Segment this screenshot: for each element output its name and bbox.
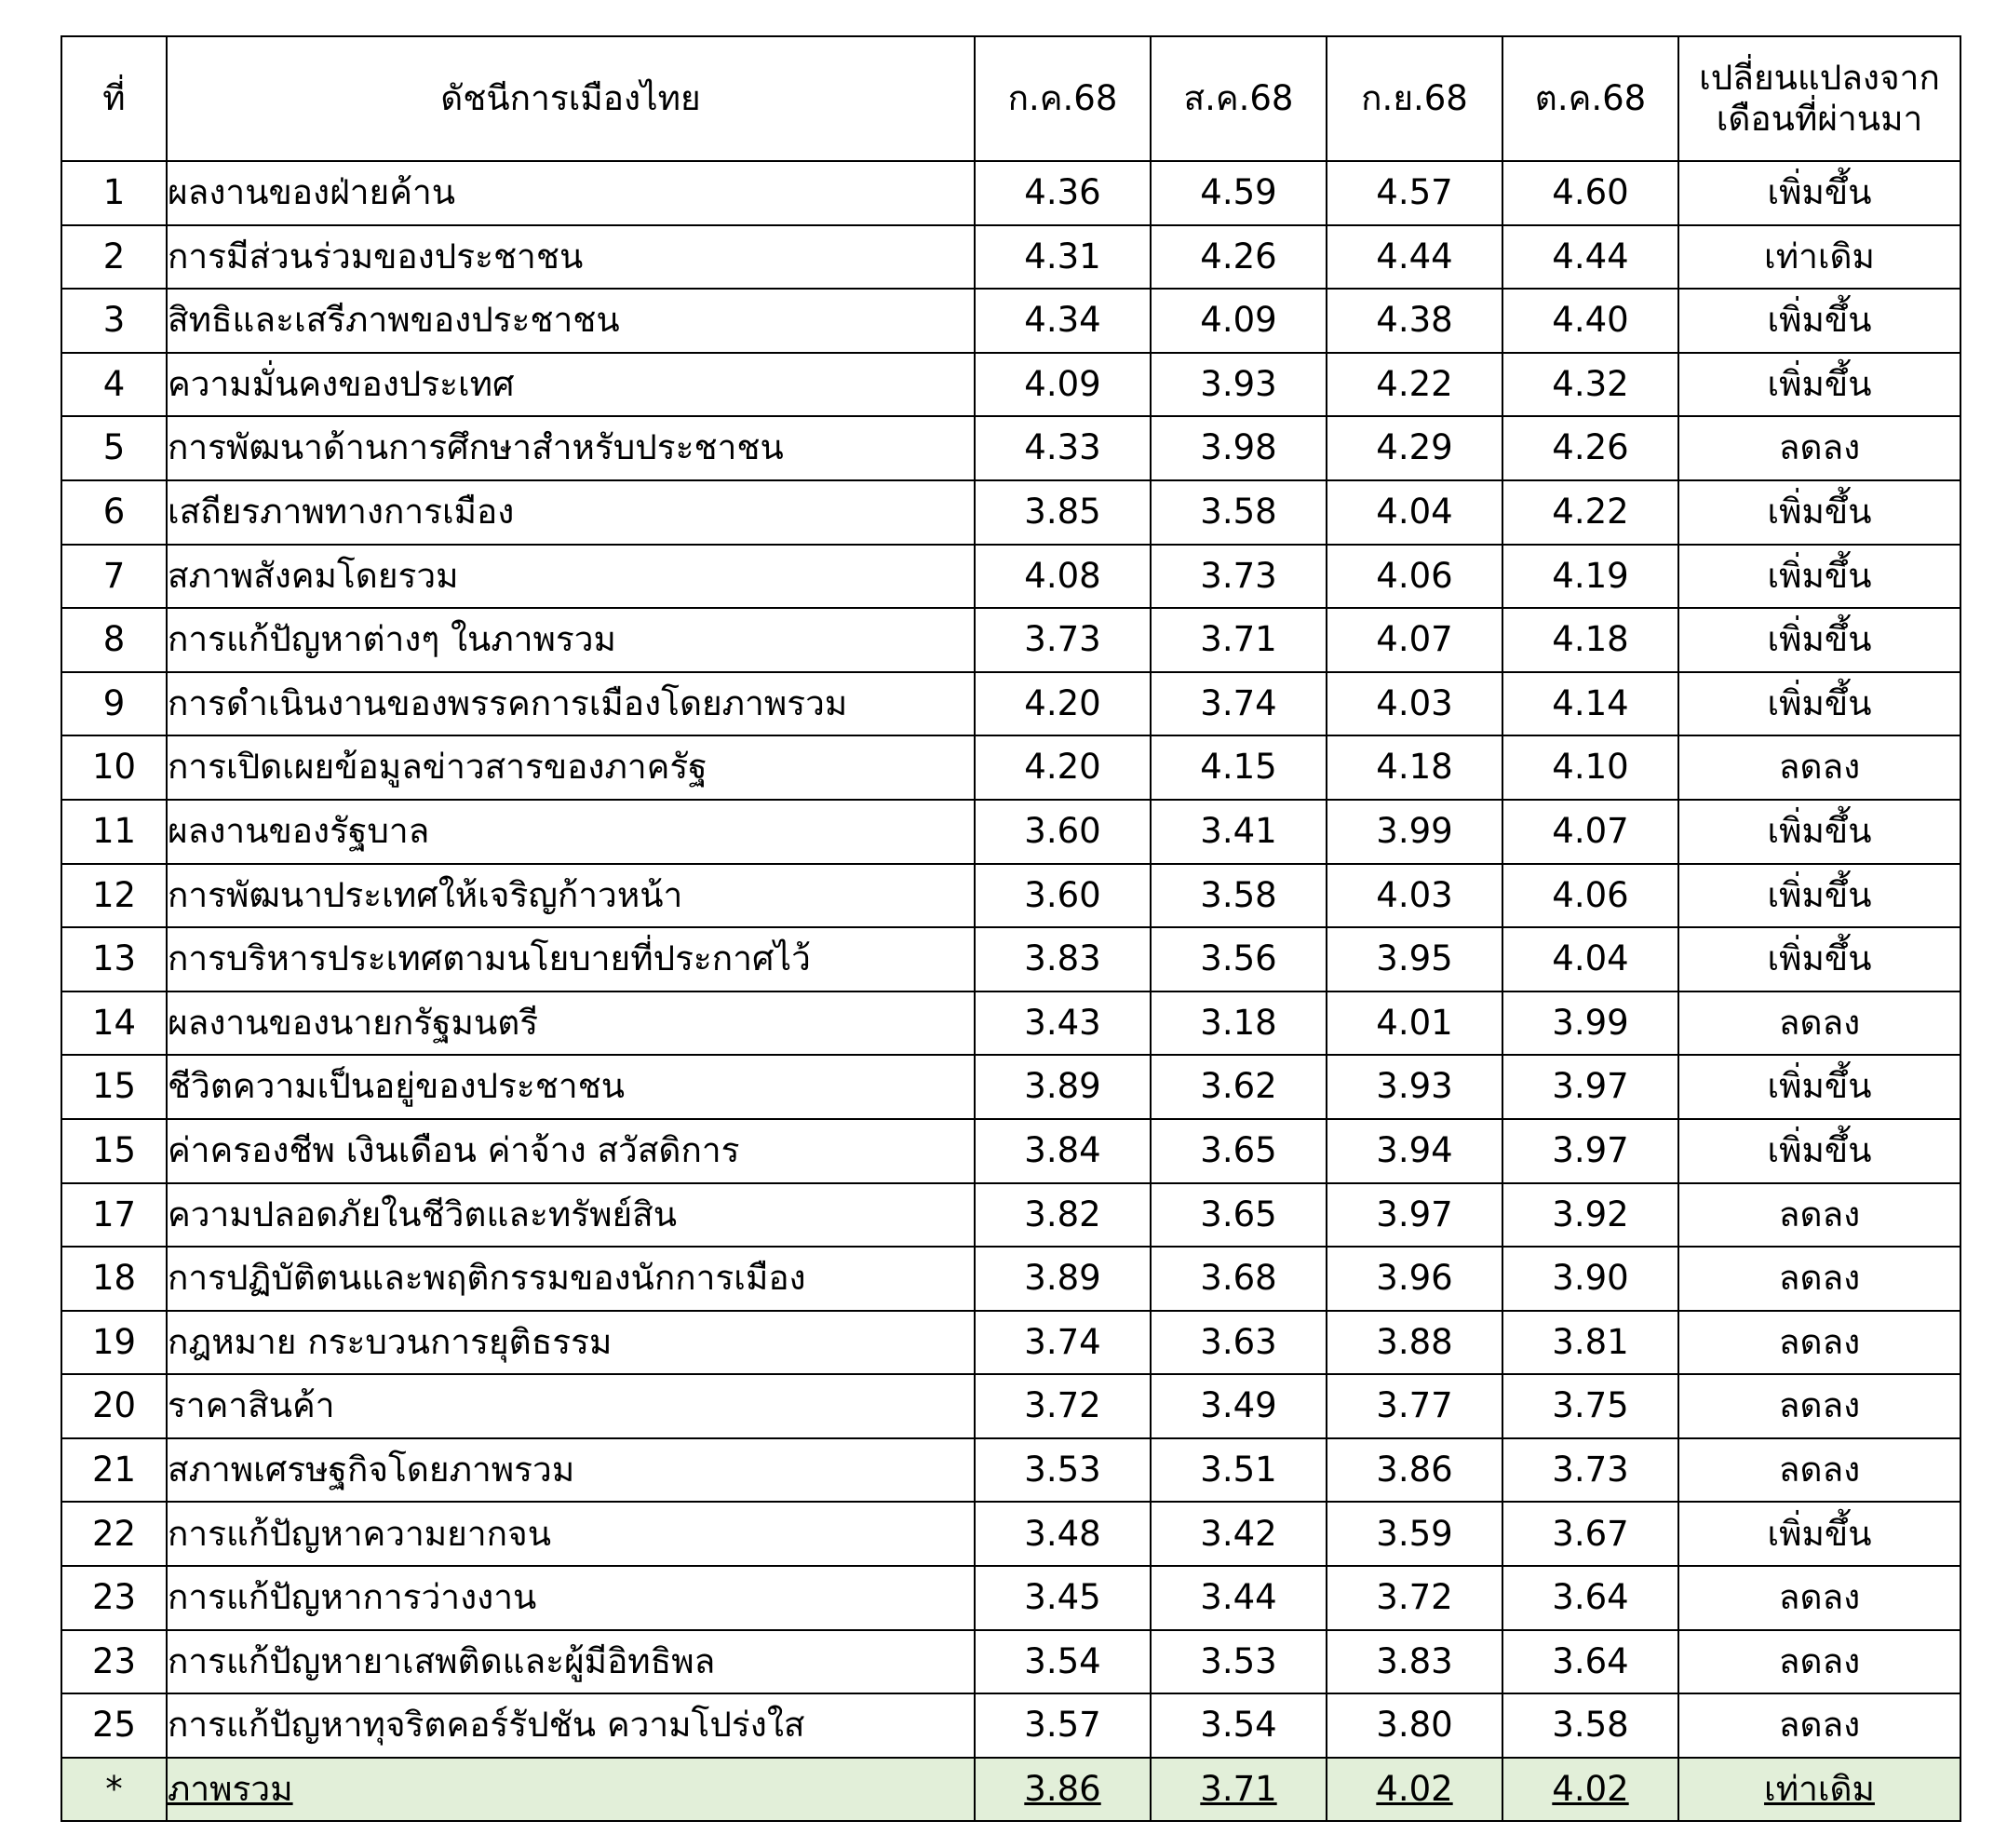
header-row xyxy=(61,36,1960,161)
row-month-3-value: 4.04 xyxy=(1327,480,1502,545)
table-row xyxy=(61,1183,1960,1248)
row-index-name: การเปิดเผยข้อมูลข่าวสารของภาครัฐ xyxy=(167,735,975,800)
row-month-2-value: 3.54 xyxy=(1151,1693,1327,1758)
table-header xyxy=(61,36,1960,161)
table-row xyxy=(61,353,1960,417)
row-month-2-value: 3.53 xyxy=(1151,1630,1327,1694)
row-change: เพิ่มขึ้น xyxy=(1678,1502,1960,1566)
row-month-2-value: 3.74 xyxy=(1151,672,1327,736)
row-month-3-value: 3.96 xyxy=(1327,1247,1502,1311)
row-no: 18 xyxy=(61,1247,167,1311)
row-change: ลดลง xyxy=(1678,1183,1960,1248)
row-month-2-value: 3.18 xyxy=(1151,991,1327,1056)
row-month-1-value: 3.83 xyxy=(975,927,1151,991)
row-change: เพิ่มขึ้น xyxy=(1678,480,1960,545)
table-row xyxy=(61,161,1960,225)
row-no: 4 xyxy=(61,353,167,417)
row-month-1-value: 4.09 xyxy=(975,353,1151,417)
row-month-2-value: 4.15 xyxy=(1151,735,1327,800)
row-change: เพิ่มขึ้น xyxy=(1678,927,1960,991)
row-month-4-value: 4.26 xyxy=(1502,416,1678,480)
row-no: 2 xyxy=(61,225,167,290)
summary-name xyxy=(167,1758,975,1821)
table-row xyxy=(61,1119,1960,1183)
row-index-name: กฎหมาย กระบวนการยุติธรรม xyxy=(167,1311,975,1375)
summary-month-4-value: 4.02 xyxy=(1552,1768,1629,1809)
row-month-2-value: 3.98 xyxy=(1151,416,1327,480)
row-index-name: การพัฒนาประเทศให้เจริญก้าวหน้า xyxy=(167,864,975,928)
row-no: 23 xyxy=(61,1630,167,1694)
row-month-4-value: 3.81 xyxy=(1502,1311,1678,1375)
row-no: 14 xyxy=(61,991,167,1056)
row-index-name: การพัฒนาด้านการศึกษาสำหรับประชาชน xyxy=(167,416,975,480)
row-no: 22 xyxy=(61,1502,167,1566)
row-no: 25 xyxy=(61,1693,167,1758)
table-row xyxy=(61,1374,1960,1438)
row-month-1-value: 3.43 xyxy=(975,991,1151,1056)
row-month-4-value: 4.18 xyxy=(1502,608,1678,672)
row-month-4-value: 4.14 xyxy=(1502,672,1678,736)
header-month-4: ต.ค.68 xyxy=(1502,36,1678,161)
row-change: เพิ่มขึ้น xyxy=(1678,1055,1960,1119)
header-change-line-1: เปลี่ยนแปลงจาก xyxy=(1699,57,1940,98)
row-month-2-value: 3.41 xyxy=(1151,800,1327,864)
row-month-2-value: 4.26 xyxy=(1151,225,1327,290)
row-month-1-value: 3.54 xyxy=(975,1630,1151,1694)
summary-no: * xyxy=(61,1758,167,1821)
political-index-table xyxy=(61,35,1961,1822)
summary-change xyxy=(1678,1758,1960,1821)
row-no: 7 xyxy=(61,545,167,609)
row-month-2-value: 3.68 xyxy=(1151,1247,1327,1311)
row-index-name: ผลงานของฝ่ายค้าน xyxy=(167,161,975,225)
row-index-name: สภาพเศรษฐกิจโดยภาพรวม xyxy=(167,1438,975,1503)
row-index-name: การแก้ปัญหาต่างๆ ในภาพรวม xyxy=(167,608,975,672)
row-month-3-value: 3.95 xyxy=(1327,927,1502,991)
row-month-4-value: 4.19 xyxy=(1502,545,1678,609)
row-month-1-value: 3.82 xyxy=(975,1183,1151,1248)
row-no: 5 xyxy=(61,416,167,480)
row-month-3-value: 4.29 xyxy=(1327,416,1502,480)
row-change: ลดลง xyxy=(1678,991,1960,1056)
row-change: ลดลง xyxy=(1678,416,1960,480)
table-row xyxy=(61,1693,1960,1758)
row-month-3-value: 3.72 xyxy=(1327,1566,1502,1630)
row-month-4-value: 3.64 xyxy=(1502,1566,1678,1630)
row-no: 3 xyxy=(61,289,167,353)
row-month-2-value: 3.63 xyxy=(1151,1311,1327,1375)
row-month-2-value: 3.71 xyxy=(1151,608,1327,672)
row-index-name: การแก้ปัญหาการว่างงาน xyxy=(167,1566,975,1630)
row-change: เพิ่มขึ้น xyxy=(1678,545,1960,609)
row-change: เท่าเดิม xyxy=(1678,225,1960,290)
row-month-2-value: 3.49 xyxy=(1151,1374,1327,1438)
row-month-3-value: 3.94 xyxy=(1327,1119,1502,1183)
row-month-1-value: 3.85 xyxy=(975,480,1151,545)
table-row xyxy=(61,1247,1960,1311)
table-row xyxy=(61,1630,1960,1694)
row-month-3-value: 3.86 xyxy=(1327,1438,1502,1503)
row-month-2-value: 3.65 xyxy=(1151,1119,1327,1183)
row-month-1-value: 3.57 xyxy=(975,1693,1151,1758)
row-no: 15 xyxy=(61,1055,167,1119)
row-no: 9 xyxy=(61,672,167,736)
row-month-1-value: 3.53 xyxy=(975,1438,1151,1503)
row-month-4-value: 4.22 xyxy=(1502,480,1678,545)
summary-month-3 xyxy=(1327,1758,1502,1821)
row-month-1-value: 4.08 xyxy=(975,545,1151,609)
row-change: ลดลง xyxy=(1678,1693,1960,1758)
row-month-4-value: 3.92 xyxy=(1502,1183,1678,1248)
row-month-4-value: 3.64 xyxy=(1502,1630,1678,1694)
row-no: 6 xyxy=(61,480,167,545)
row-index-name: ชีวิตความเป็นอยู่ของประชาชน xyxy=(167,1055,975,1119)
row-month-2-value: 3.93 xyxy=(1151,353,1327,417)
row-month-3-value: 4.03 xyxy=(1327,672,1502,736)
row-month-1-value: 4.34 xyxy=(975,289,1151,353)
row-change: เพิ่มขึ้น xyxy=(1678,608,1960,672)
row-month-2-value: 3.73 xyxy=(1151,545,1327,609)
table-row xyxy=(61,735,1960,800)
row-month-4-value: 3.99 xyxy=(1502,991,1678,1056)
row-no: 21 xyxy=(61,1438,167,1503)
table-row xyxy=(61,1438,1960,1503)
table-row xyxy=(61,1055,1960,1119)
row-month-4-value: 4.44 xyxy=(1502,225,1678,290)
row-index-name: ความปลอดภัยในชีวิตและทรัพย์สิน xyxy=(167,1183,975,1248)
row-change: เพิ่มขึ้น xyxy=(1678,800,1960,864)
summary-month-2-value: 3.71 xyxy=(1200,1768,1277,1809)
summary-month-1-value: 3.86 xyxy=(1024,1768,1101,1809)
table-row xyxy=(61,545,1960,609)
row-month-3-value: 3.77 xyxy=(1327,1374,1502,1438)
row-index-name: การแก้ปัญหายาเสพติดและผู้มีอิทธิพล xyxy=(167,1630,975,1694)
row-month-1-value: 3.73 xyxy=(975,608,1151,672)
table-row xyxy=(61,416,1960,480)
row-no: 10 xyxy=(61,735,167,800)
row-change: เพิ่มขึ้น xyxy=(1678,289,1960,353)
row-month-4-value: 4.10 xyxy=(1502,735,1678,800)
row-index-name: ผลงานของนายกรัฐมนตรี xyxy=(167,991,975,1056)
table-row xyxy=(61,800,1960,864)
row-month-2-value: 3.62 xyxy=(1151,1055,1327,1119)
row-month-3-value: 4.01 xyxy=(1327,991,1502,1056)
table-row xyxy=(61,991,1960,1056)
row-no: 19 xyxy=(61,1311,167,1375)
row-month-4-value: 3.90 xyxy=(1502,1247,1678,1311)
row-month-4-value: 4.07 xyxy=(1502,800,1678,864)
row-month-4-value: 4.60 xyxy=(1502,161,1678,225)
row-change: ลดลง xyxy=(1678,1438,1960,1503)
row-month-1-value: 3.45 xyxy=(975,1566,1151,1630)
row-index-name: ค่าครองชีพ เงินเดือน ค่าจ้าง สวัสดิการ xyxy=(167,1119,975,1183)
row-month-2-value: 3.51 xyxy=(1151,1438,1327,1503)
table-row xyxy=(61,927,1960,991)
row-no: 1 xyxy=(61,161,167,225)
row-month-4-value: 4.04 xyxy=(1502,927,1678,991)
row-month-3-value: 4.22 xyxy=(1327,353,1502,417)
row-month-4-value: 4.40 xyxy=(1502,289,1678,353)
row-month-1-value: 3.60 xyxy=(975,864,1151,928)
table-row xyxy=(61,1566,1960,1630)
row-month-1-value: 3.60 xyxy=(975,800,1151,864)
row-no: 23 xyxy=(61,1566,167,1630)
row-month-3-value: 3.83 xyxy=(1327,1630,1502,1694)
row-change: ลดลง xyxy=(1678,1630,1960,1694)
row-month-1-value: 4.20 xyxy=(975,735,1151,800)
table-row xyxy=(61,608,1960,672)
header-index-name: ดัชนีการเมืองไทย xyxy=(167,36,975,161)
row-change: ลดลง xyxy=(1678,1247,1960,1311)
summary-month-1 xyxy=(975,1758,1151,1821)
summary-change-text: เท่าเดิม xyxy=(1764,1768,1875,1809)
row-month-4-value: 3.97 xyxy=(1502,1119,1678,1183)
table-body xyxy=(61,161,1960,1821)
row-change: เพิ่มขึ้น xyxy=(1678,161,1960,225)
row-month-2-value: 4.09 xyxy=(1151,289,1327,353)
row-month-3-value: 3.99 xyxy=(1327,800,1502,864)
row-month-3-value: 3.97 xyxy=(1327,1183,1502,1248)
row-month-2-value: 3.58 xyxy=(1151,864,1327,928)
row-month-3-value: 3.88 xyxy=(1327,1311,1502,1375)
row-month-4-value: 3.97 xyxy=(1502,1055,1678,1119)
row-no: 12 xyxy=(61,864,167,928)
row-change: ลดลง xyxy=(1678,735,1960,800)
row-month-1-value: 4.36 xyxy=(975,161,1151,225)
summary-month-4 xyxy=(1502,1758,1678,1821)
row-month-3-value: 4.07 xyxy=(1327,608,1502,672)
summary-row xyxy=(61,1758,1960,1821)
row-index-name: การบริหารประเทศตามนโยบายที่ประกาศไว้ xyxy=(167,927,975,991)
row-index-name: สิทธิและเสรีภาพของประชาชน xyxy=(167,289,975,353)
row-month-1-value: 4.20 xyxy=(975,672,1151,736)
row-no: 17 xyxy=(61,1183,167,1248)
header-month-3: ก.ย.68 xyxy=(1327,36,1502,161)
row-change: เพิ่มขึ้น xyxy=(1678,353,1960,417)
row-index-name: เสถียรภาพทางการเมือง xyxy=(167,480,975,545)
summary-name-text: ภาพรวม xyxy=(168,1768,293,1809)
row-change: เพิ่มขึ้น xyxy=(1678,672,1960,736)
row-index-name: การดำเนินงานของพรรคการเมืองโดยภาพรวม xyxy=(167,672,975,736)
header-change xyxy=(1678,36,1960,161)
row-no: 11 xyxy=(61,800,167,864)
table-row xyxy=(61,480,1960,545)
row-no: 15 xyxy=(61,1119,167,1183)
table-row xyxy=(61,672,1960,736)
row-month-3-value: 3.59 xyxy=(1327,1502,1502,1566)
header-month-2: ส.ค.68 xyxy=(1151,36,1327,161)
row-month-4-value: 4.06 xyxy=(1502,864,1678,928)
row-month-4-value: 3.75 xyxy=(1502,1374,1678,1438)
row-index-name: การแก้ปัญหาทุจริตคอร์รัปชัน ความโปร่งใส xyxy=(167,1693,975,1758)
row-month-1-value: 3.48 xyxy=(975,1502,1151,1566)
row-month-3-value: 4.44 xyxy=(1327,225,1502,290)
row-month-1-value: 4.33 xyxy=(975,416,1151,480)
row-month-2-value: 4.59 xyxy=(1151,161,1327,225)
table-row xyxy=(61,1311,1960,1375)
row-no: 8 xyxy=(61,608,167,672)
row-change: เพิ่มขึ้น xyxy=(1678,864,1960,928)
row-month-3-value: 3.80 xyxy=(1327,1693,1502,1758)
table-row xyxy=(61,1502,1960,1566)
row-no: 20 xyxy=(61,1374,167,1438)
row-index-name: การแก้ปัญหาความยากจน xyxy=(167,1502,975,1566)
row-month-1-value: 4.31 xyxy=(975,225,1151,290)
row-month-3-value: 4.38 xyxy=(1327,289,1502,353)
row-index-name: ผลงานของรัฐบาล xyxy=(167,800,975,864)
row-index-name: การมีส่วนร่วมของประชาชน xyxy=(167,225,975,290)
row-change: ลดลง xyxy=(1678,1311,1960,1375)
table-row xyxy=(61,225,1960,290)
row-month-4-value: 3.58 xyxy=(1502,1693,1678,1758)
summary-month-2 xyxy=(1151,1758,1327,1821)
row-month-2-value: 3.44 xyxy=(1151,1566,1327,1630)
row-index-name: ราคาสินค้า xyxy=(167,1374,975,1438)
row-month-1-value: 3.72 xyxy=(975,1374,1151,1438)
table-row xyxy=(61,289,1960,353)
row-month-4-value: 3.73 xyxy=(1502,1438,1678,1503)
row-month-3-value: 4.06 xyxy=(1327,545,1502,609)
row-month-1-value: 3.89 xyxy=(975,1055,1151,1119)
row-month-4-value: 4.32 xyxy=(1502,353,1678,417)
row-month-4-value: 3.67 xyxy=(1502,1502,1678,1566)
summary-month-3-value: 4.02 xyxy=(1376,1768,1453,1809)
row-month-1-value: 3.89 xyxy=(975,1247,1151,1311)
row-no: 13 xyxy=(61,927,167,991)
row-month-1-value: 3.74 xyxy=(975,1311,1151,1375)
row-month-2-value: 3.42 xyxy=(1151,1502,1327,1566)
header-change-line-2: เดือนที่ผ่านมา xyxy=(1716,99,1923,139)
row-change: ลดลง xyxy=(1678,1566,1960,1630)
row-index-name: การปฏิบัติตนและพฤติกรรมของนักการเมือง xyxy=(167,1247,975,1311)
row-month-3-value: 3.93 xyxy=(1327,1055,1502,1119)
row-index-name: ความมั่นคงของประเทศ xyxy=(167,353,975,417)
row-change: ลดลง xyxy=(1678,1374,1960,1438)
row-month-2-value: 3.58 xyxy=(1151,480,1327,545)
row-month-2-value: 3.65 xyxy=(1151,1183,1327,1248)
row-month-3-value: 4.03 xyxy=(1327,864,1502,928)
row-change: เพิ่มขึ้น xyxy=(1678,1119,1960,1183)
header-month-1: ก.ค.68 xyxy=(975,36,1151,161)
row-index-name: สภาพสังคมโดยรวม xyxy=(167,545,975,609)
row-month-1-value: 3.84 xyxy=(975,1119,1151,1183)
table-row xyxy=(61,864,1960,928)
row-month-2-value: 3.56 xyxy=(1151,927,1327,991)
row-month-3-value: 4.18 xyxy=(1327,735,1502,800)
header-no: ที่ xyxy=(61,36,167,161)
row-month-3-value: 4.57 xyxy=(1327,161,1502,225)
